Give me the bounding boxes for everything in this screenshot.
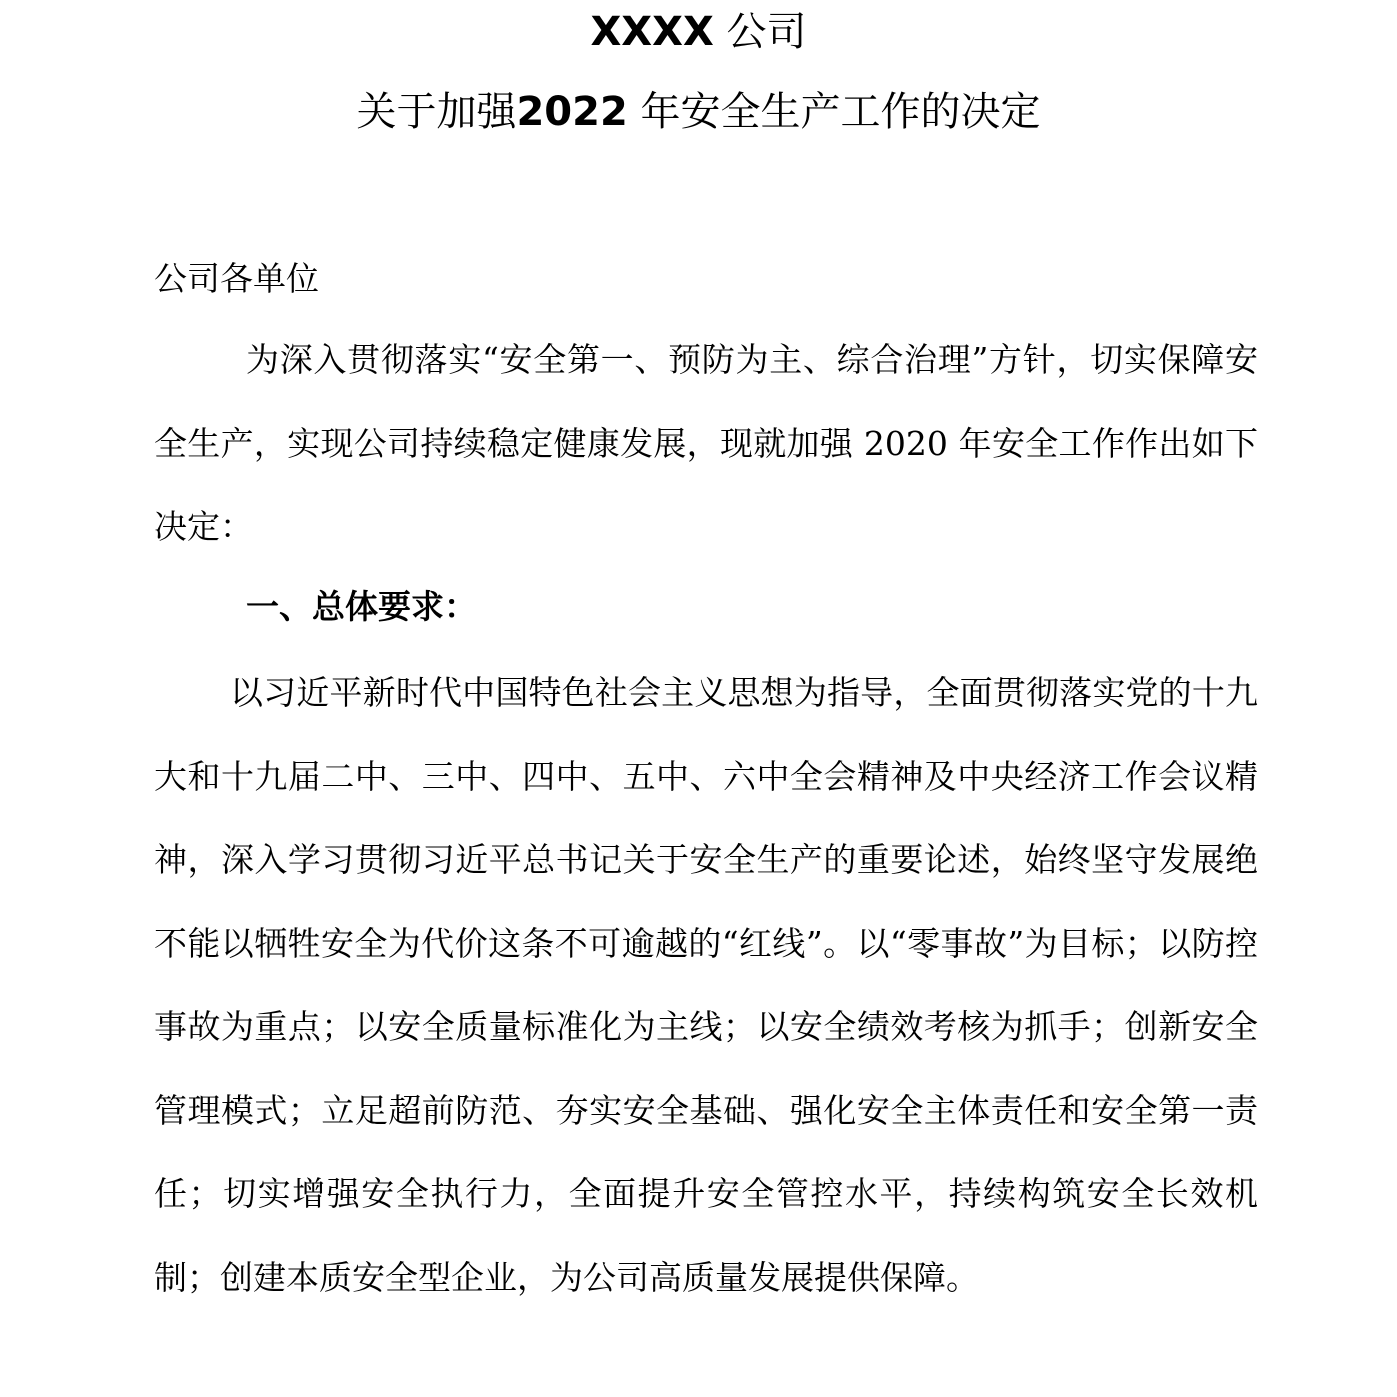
title-line2-part-b: 年安全生产工作的决定 (627, 89, 1041, 135)
section-paragraph-overall-requirements: 以习近平新时代中国特色社会主义思想为指导，全面贯彻落实党的十九大和十九届二中、三中、四中、五中、六中全会精神及中央经济工作会议精神，深入学习贯彻习近平总书记关于安全生产的重要论述，始终坚守发展绝不能以牺牲安全为代价这条不可逾越的“红线”。以“零事故”为目标；以防控事故为重点；以安全质量标准化为主线；以安全绩效考核为抓手；创新安全管理模式；立足超前防范、夯实安全基础、强化安全主体责任和安全第一责任；切实增强安全执行力，全面提升安全管控水平，持续构筑安全长效机制；创建本质安全型企业，为公司高质量发展提供保障。 (154, 673, 1258, 1297)
section-heading-overall-requirements: 一、总体要求： (246, 587, 477, 626)
salutation: 公司各单位 (154, 259, 319, 298)
title-company-code: XXXX (590, 9, 714, 55)
title-line2-part-a: 关于加强 (356, 89, 517, 135)
intro-paragraph: 为深入贯彻落实“安全第一、预防为主、综合治理”方针，切实保障安全生产，实现公司持续稳定健康发展，现就加强 2020 年安全工作作出如下决定： (154, 340, 1258, 546)
document-title-line2 (0, 88, 1397, 136)
document-title-line1 (0, 8, 1397, 56)
title-year: 2022 (516, 89, 628, 135)
title-company-word: 公司 (713, 9, 807, 55)
